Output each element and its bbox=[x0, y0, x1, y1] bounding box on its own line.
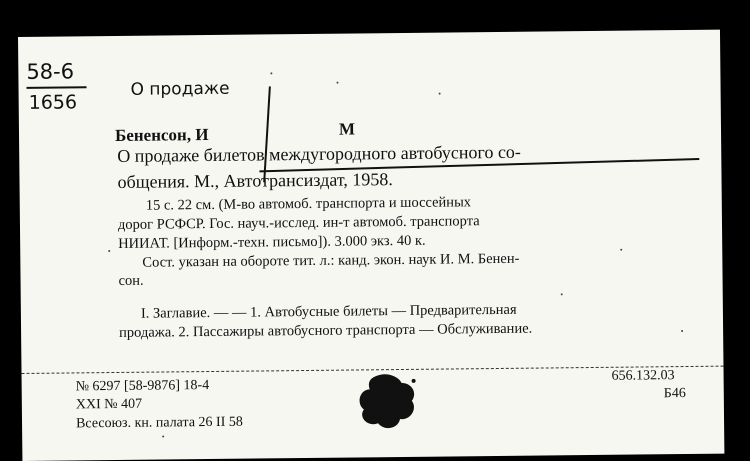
speck bbox=[336, 82, 338, 84]
handwritten-title: О продаже bbox=[130, 78, 230, 100]
speck bbox=[108, 250, 110, 252]
title-line-1: О продаже билетов междугородного автобусного со- bbox=[117, 141, 521, 166]
author-initial: М bbox=[338, 119, 356, 139]
footer-chamber: Всесоюз. кн. палата 26 II 58 bbox=[75, 414, 243, 432]
title-line-2: общения. М., Автотрансиздат, 1958. bbox=[117, 169, 393, 192]
subject-line-1: I. Заглавие. — — 1. Автобусные билеты — Предварительная bbox=[140, 301, 517, 322]
description-line-2: дорог РСФСР. Гос. науч.-исслед. ин-т автомоб. транспорта bbox=[117, 213, 480, 233]
speck bbox=[270, 72, 272, 74]
subject-line-2: продажа. 2. Пассажиры автобусного транспорта — Обслуживание. bbox=[119, 320, 533, 341]
speck bbox=[561, 293, 563, 295]
description-line-4: Сост. указан на обороте тит. л.: канд. экон. наук И. М. Бенен- bbox=[142, 250, 520, 271]
footer-number: № 6297 [58-9876] 18-4 bbox=[75, 378, 210, 395]
shelf-mark-bottom: 1656 bbox=[28, 91, 78, 114]
shelf-mark-divider bbox=[27, 86, 87, 89]
handwritten-mark bbox=[263, 86, 271, 182]
author-heading: Бененсон, И bbox=[114, 125, 209, 145]
speck bbox=[439, 93, 441, 95]
footer-classification: 656.132.03 bbox=[611, 368, 675, 384]
ink-blot-icon bbox=[354, 371, 421, 434]
speck bbox=[620, 249, 622, 251]
footer-series: XXI № 407 bbox=[75, 396, 143, 413]
description-line-1: 15 с. 22 см. (М-во автомоб. транспорта и шоссейных bbox=[145, 194, 472, 214]
footer-code: Б46 bbox=[663, 386, 686, 402]
description-line-3: НИИАТ. [Информ.-техн. письмо]). 3.000 экз. 40 к. bbox=[118, 232, 426, 252]
shelf-mark-top: 58-6 bbox=[26, 59, 75, 84]
speck bbox=[681, 330, 683, 332]
catalog-card bbox=[18, 30, 724, 461]
description-line-5: сон. bbox=[118, 272, 144, 289]
speck bbox=[162, 435, 164, 437]
